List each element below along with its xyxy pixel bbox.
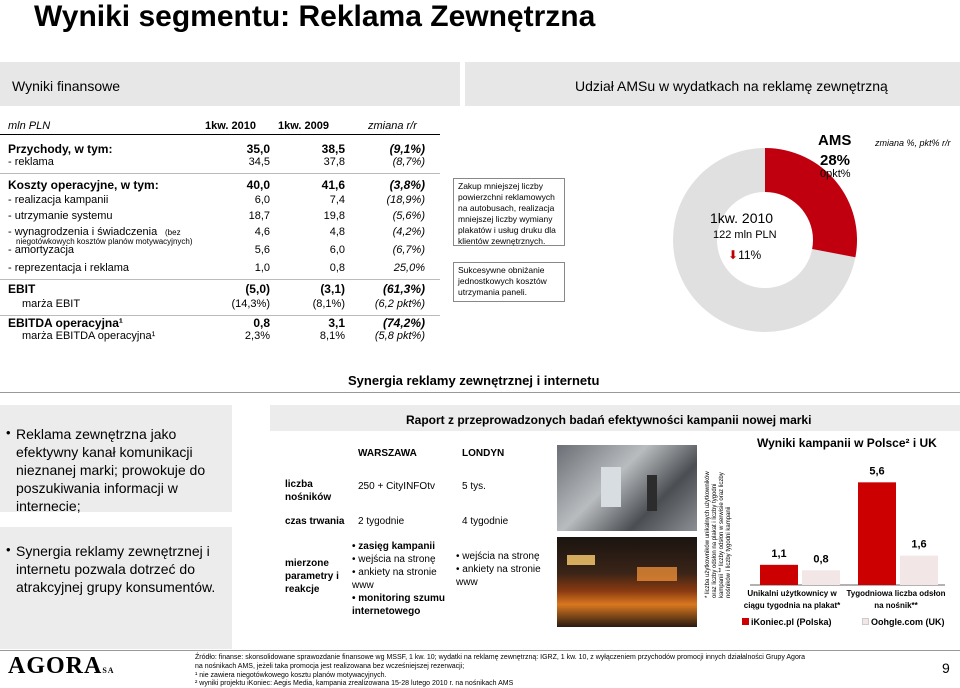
param-w-1: zasięg kampanii [358,541,435,552]
col-header-2010: 1kw. 2010 [205,120,256,132]
row-value-b: 8,1% [319,330,345,342]
row-value-a: 6,0 [254,194,270,206]
bar-label-oohgle-1: 0,8 [813,553,829,566]
bullet-text-2: Synergia reklamy zewnętrznej i internetu pozwala dotrzeć do atrakcyjnej grupy konsumentów. [16,543,216,595]
col-header-change: zmiana r/r [368,120,417,132]
footnote-1: Źródło: finanse: skonsolidowane sprawozdanie finansowe wg MSSF, 1 kw. 10; wydatki na reklamę zewnętrzną: IGRZ, 1 kw. 10, z wyłączeniem przychodów promocji innych działalności Grupy Agora [195,654,806,661]
row-value-b: 41,6 [321,178,345,192]
row-label-note: (bez [165,228,181,237]
row-value-c: 25,0% [393,262,425,274]
row-value-c: (74,2%) [382,316,425,330]
row-value-c: (18,9%) [386,194,425,206]
chart-footnote-vertical: * liczba użytkowników unikalnych użytkowników oraz liczby odsłon na plakat i liczby tygodni kampanii ** liczby odsłon w serwisie oraz liczby nośników i liczby tygodni kampanii [705,471,732,598]
row-value-a: 4,6 [254,226,270,238]
row-value-b: 7,4 [329,194,345,206]
change-legend: zmiana %, pkt% r/r [875,138,951,148]
note-cost-reduction: Zakup mniejszej liczby powierzchni reklamowych na autobusach, realizacja mniejszej liczby wymiany plakatów i usług druku dla klientów zewnętrznych. [453,178,565,246]
footnote-3: ¹ nie zawiera niegotówkowego kosztu planów motywacyjnych. [195,672,387,679]
row-value-b: 19,8 [323,210,345,222]
legend-label-oohgle: Oohgle.com (UK) [871,617,945,627]
row-value-c: (3,8%) [389,178,425,192]
legend-swatch-oohgle [862,618,869,625]
row-label: marża EBIT [22,298,81,310]
carriers-warszawa: 250 + CityINFOtv [358,481,435,492]
col-londyn: LONDYN [462,448,505,459]
row-value-b: 6,0 [329,244,345,256]
row-value-b: 37,8 [323,156,345,168]
agora-logo [8,653,115,680]
duration-warszawa: 2 tygodnie [358,516,405,527]
param-w-3: ankiety na stronie www [352,567,437,591]
row-label: EBIT [8,282,36,296]
bullet-panel-2: • Synergia reklamy zewnętrznej i internetu pozwala dotrzeć do atrakcyjnej grupy konsumentów. [0,527,232,649]
agora-logo-text: AGORA [8,653,103,679]
market-change [728,248,761,262]
campaign-bar-chart [740,455,955,610]
param-w-4: monitoring szumu internetowego [352,593,445,617]
research-header-bar [270,405,960,431]
col-warszawa: WARSZAWA [358,448,417,459]
param-l-1: wejścia na stronę [462,551,540,562]
row-value-c: (6,2 pkt%) [374,298,425,310]
row-label-carriers: liczba nośników [285,479,332,503]
synergy-title: Synergia reklamy zewnętrznej i internetu [348,373,600,388]
row-value-a: 0,8 [253,316,270,330]
row-label-duration: czas trwania [285,516,345,527]
category-label-2: Tygodniowa liczba odsłon na nośnik** [846,589,946,610]
row-value-a: 35,0 [246,142,270,156]
row-label: - utrzymanie systemu [8,210,113,222]
legend-swatch-ikoniec [742,618,749,625]
carriers-londyn: 5 tys. [462,481,486,492]
share-period: 1kw. 2010 [710,210,774,226]
legend-oohgle [862,617,945,627]
row-label: Przychody, w tym: [8,142,113,156]
ams-label: AMS [818,132,852,149]
row-value-b: 0,8 [329,262,345,274]
row-value-c: (8,7%) [392,156,425,168]
page-number: 9 [942,660,950,676]
row-value-c: (4,2%) [392,226,425,238]
note-maintenance: Sukcesywne obniżanie jednostkowych kosztów utrzymania paneli. [453,262,565,302]
col-header-2009: 1kw. 2009 [278,120,329,132]
page-title: Wyniki segmentu: Reklama Zewnętrzna [34,0,596,33]
agora-logo-suffix: SA [102,666,115,675]
bar-label-oohgle-2: 1,6 [911,538,927,551]
section-title-financial: Wyniki finansowe [12,78,121,94]
photo-night-street [557,537,697,627]
duration-londyn: 4 tygodnie [462,516,509,527]
ams-share-change: 0pkt% [820,168,851,180]
row-value-a: (5,0) [245,282,270,296]
legend-label-ikoniec: iKoniec.pl (Polska) [751,617,832,627]
row-value-b: 4,8 [329,226,345,238]
row-label: - realizacja kampanii [8,194,109,206]
ams-share-pct: 28% [820,152,851,169]
section-bar-financial [0,62,460,106]
chart-title: Wyniki kampanii w Polsce² i UK [757,436,937,450]
unit-label: mln PLN [8,120,51,132]
row-value-b: 3,1 [328,316,345,330]
row-value-a: (14,3%) [231,298,270,310]
row-value-a: 18,7 [248,210,270,222]
bar-ikoniec-1 [760,565,798,585]
row-value-a: 1,0 [254,262,270,274]
row-value-a: 34,5 [248,156,270,168]
legend-ikoniec [742,617,832,627]
row-label: marża EBITDA operacyjna¹ [22,330,156,342]
params-londyn: • wejścia na stronę • ankiety na stronie www [456,551,541,588]
row-label: - wynagrodzenia i świadczenia [8,226,158,238]
row-value-c: (5,8 pkt%) [374,330,425,342]
row-value-b: (3,1) [320,282,345,296]
row-label: - reprezentacja i reklama [8,262,130,274]
bar-oohgle-1 [802,570,840,585]
row-label: Koszty operacyjne, w tym: [8,178,159,192]
row-value-c: (61,3%) [382,282,425,296]
bar-oohgle-2 [900,556,938,585]
market-change-value: 11% [738,248,762,262]
row-value-a: 40,0 [246,178,270,192]
row-label: - reklama [8,156,54,168]
bar-ikoniec-2 [858,482,896,585]
row-label: EBITDA operacyjna¹ [8,316,123,330]
category-label-1: Unikalni użytkownicy w ciągu tygodnia na plakat* [743,589,841,610]
bar-label-ikoniec-2: 5,6 [869,465,885,478]
photo-street-poster [557,445,697,531]
footnote-2: na nośnikach AMS, jeżeli taka promocja jest realizowana bez wcześniejszej rezerwacji; [195,663,465,670]
arrow-down-icon: ⬇ [728,248,739,262]
param-w-2: wejścia na stronę [358,554,436,565]
row-value-c: (5,6%) [392,210,425,222]
row-label: - amortyzacja [8,244,75,256]
row-value-a: 5,6 [254,244,270,256]
market-total: 122 mln PLN [713,229,777,241]
bar-label-ikoniec-1: 1,1 [771,547,787,560]
row-value-c: (6,7%) [392,244,425,256]
row-label-params: mierzone parametry i reakcje [285,558,339,595]
row-value-b: 38,5 [321,142,345,156]
param-l-2: ankiety na stronie www [456,564,541,588]
bullet-text-1: Reklama zewnętrzna jako efektywny kanał komunikacji nieznanej marki; prowokuje do poszukiwania informacji w internecie; [16,426,206,514]
bullet-panel-1: • Reklama zewnętrzna jako efektywny kanał komunikacji nieznanej marki; prowokuje do poszukiwania informacji w internecie; [0,405,232,512]
financial-table [0,112,460,352]
section-bar-share [465,62,960,106]
row-value-c: (9,1%) [389,142,425,156]
row-value-a: 2,3% [244,330,270,342]
section-title-share: Udział AMSu w wydatkach na reklamę zewnętrzną [575,78,888,94]
row-label-note-2: niegotówkowych kosztów planów motywacyjnych) [16,237,193,246]
footnote-4: ² wyniki projektu iKoniec: Aegis Media, kampania zrealizowana 15-28 lutego 2010 r. na nośnikach AMS [195,680,514,687]
params-warszawa: • zasięg kampanii • wejścia na stronę • ankiety na stronie www • monitoring szumu internetowego [352,541,445,617]
row-value-b: (8,1%) [312,298,345,310]
research-title: Raport z przeprowadzonych badań efektywności kampanii nowej marki [406,413,812,427]
